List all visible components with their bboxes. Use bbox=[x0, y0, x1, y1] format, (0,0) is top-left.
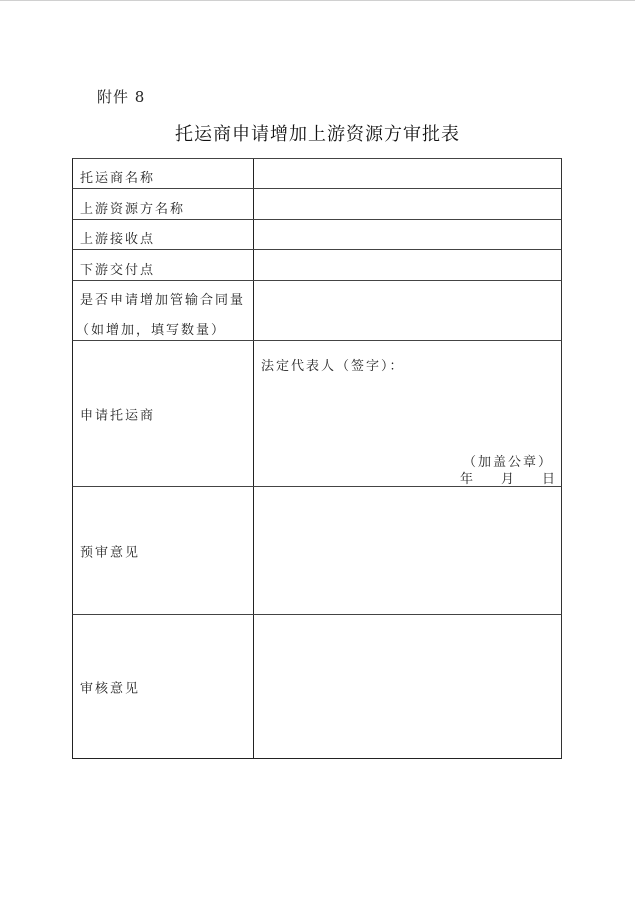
applying-shipper-signature-area[interactable] bbox=[254, 341, 561, 486]
document-title: 托运商申请增加上游资源方审批表 bbox=[175, 124, 460, 145]
field-label: 上游接收点 bbox=[80, 232, 156, 247]
field-label: 申请托运商 bbox=[80, 408, 156, 423]
legal-representative-signature-label: 法定代表人（签字）： bbox=[261, 359, 405, 374]
label-cell bbox=[73, 159, 254, 188]
label-cell bbox=[73, 220, 254, 249]
label-cell bbox=[73, 615, 254, 758]
row-downstream-delivery-point bbox=[72, 249, 562, 280]
date-day-label: 日 bbox=[541, 472, 557, 487]
attachment-label: 附件 8 bbox=[97, 88, 146, 106]
date-year-label: 年 bbox=[459, 472, 475, 487]
downstream-delivery-point-field[interactable] bbox=[254, 250, 561, 280]
field-label: 托运商名称 bbox=[80, 171, 156, 186]
field-label-line2: （如增加，填写数量） bbox=[76, 323, 227, 338]
contract-volume-field[interactable] bbox=[254, 281, 561, 340]
preliminary-review-field[interactable] bbox=[254, 487, 561, 614]
field-label: 下游交付点 bbox=[80, 263, 156, 278]
upstream-receipt-point-field[interactable] bbox=[254, 220, 561, 249]
date-line bbox=[460, 468, 557, 487]
approval-form-table bbox=[72, 158, 562, 759]
shipper-name-field[interactable] bbox=[254, 159, 561, 188]
row-preliminary-review bbox=[72, 486, 562, 614]
label-cell bbox=[73, 189, 254, 219]
label-cell bbox=[73, 341, 254, 486]
row-upstream-source-name bbox=[72, 188, 562, 219]
date-month-label: 月 bbox=[500, 472, 516, 487]
upstream-source-name-field[interactable] bbox=[254, 189, 561, 219]
field-label: 审核意见 bbox=[80, 681, 141, 696]
final-review-field[interactable] bbox=[254, 615, 561, 758]
row-shipper-name bbox=[72, 158, 562, 188]
field-label-line1: 是否申请增加管输合同量 bbox=[80, 293, 246, 308]
official-seal-label: （加盖公章） bbox=[462, 455, 553, 470]
row-upstream-receipt-point bbox=[72, 219, 562, 249]
field-label: 上游资源方名称 bbox=[80, 202, 186, 217]
field-label: 预审意见 bbox=[80, 545, 141, 560]
row-applying-shipper bbox=[72, 340, 562, 486]
label-cell bbox=[73, 281, 254, 340]
label-cell bbox=[73, 487, 254, 614]
row-contract-volume-increase bbox=[72, 280, 562, 340]
row-final-review bbox=[72, 614, 562, 759]
label-cell bbox=[73, 250, 254, 280]
page-top-edge bbox=[0, 0, 635, 1]
